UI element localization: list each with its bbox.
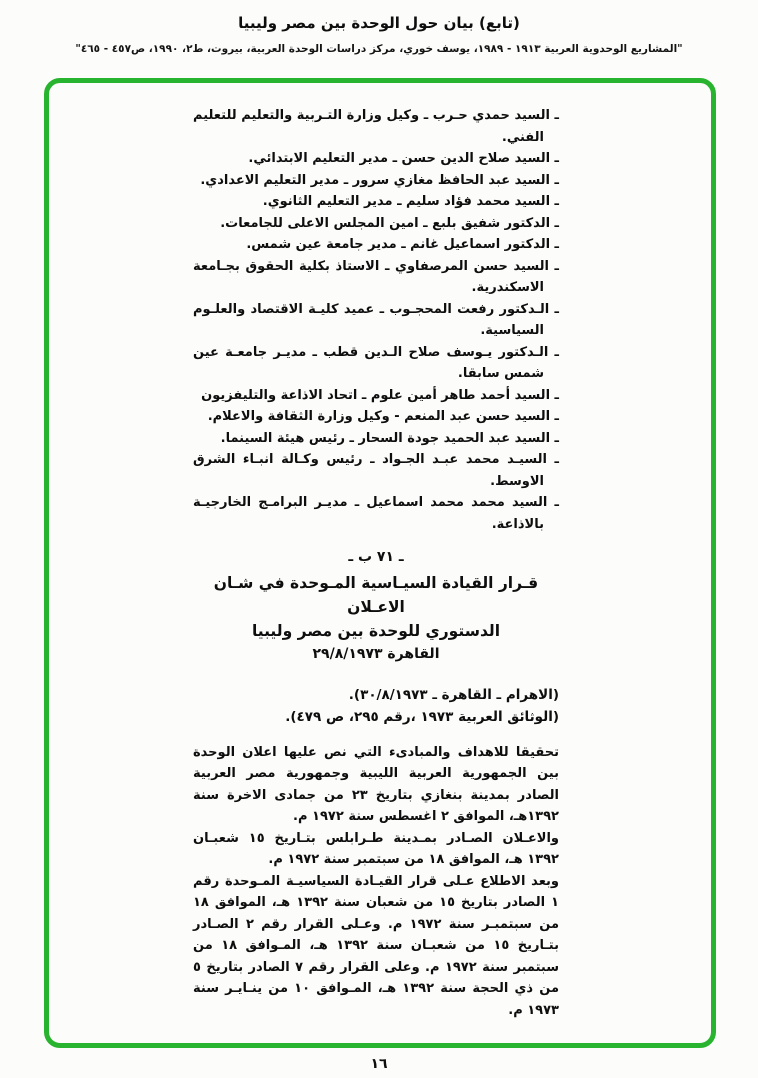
body-paragraphs (193, 742, 559, 1022)
section-title-line1: قـرار القيادة السيـاسية المـوحدة في شـان الاعـلان (213, 573, 539, 616)
paragraph: والاعـلان الصـادر بمـدينة طـرابلس بتـاريخ ١٥ شعبـان ١٣٩٢ هـ، الموافق ١٨ من سبتمبر سنة ١٩٧٢ م. (193, 830, 559, 867)
list-item: ـ السيد حمدي حـرب ـ وكيل وزارة التـربية والتعليم للتعليم الفني. (193, 108, 559, 145)
section-title (193, 571, 559, 643)
list-item: ـ السيد عبد الحافظ مغازي سرور ـ مدير التعليم الاعدادي. (200, 172, 559, 188)
references (193, 684, 559, 728)
section-date: القاهرة ٢٩/٨/١٩٧٣ (312, 645, 440, 662)
list-item: ـ السيد عبد الحميد جودة السحار ـ رئيس هيئة السينما. (220, 430, 559, 446)
reference-line: (الوثائق العربية ١٩٧٣ ،رقم ٢٩٥، ص ٤٧٩). (285, 708, 559, 725)
source-citation: "المشاريع الوحدوية العربية ١٩١٣ - ١٩٨٩، يوسف خوري، مركز دراسات الوحدة العربية، بيروت، ط٢، ١٩٩٠، ص٤٥٧ - ٤٦٥" (75, 43, 683, 55)
document-title: (تابع) بيان حول الوحدة بين مصر وليبيا (238, 14, 520, 32)
list-item: ـ السيد صلاح الدين حسن ـ مدير التعليم الابتدائي. (248, 151, 559, 166)
list-item: ـ السيد حسن عبد المنعم - وكيل وزارة الثقافة والاعلام. (207, 409, 559, 424)
section-number: ـ ٧١ ب ـ (348, 549, 404, 565)
paragraph: وبعد الاطلاع عـلى قرار القيـادة السياسيـة المـوحدة رقم ١ الصادر بتاريخ ١٥ من شعبان سنة ١٣٩٢ هـ، الموافق ١٨ من سبتمبـر سنة ١٩٧٢ م. وعـلى القرار رقم ٢ الصـادر بتـاريخ ١٥ من شعبـان سنة ١٣٩٢ هـ، المـوافق ١٨ من سبتمبر سنة ١٩٧٢ م. وعلى القرار رقم ٧ الصادر بتاريخ ٥ من ذي الحجة سنة ١٣٩٢ هـ، المـوافق ١٠ من ينـايـر سنة ١٩٧٣ م. (193, 873, 559, 1018)
members-list (193, 105, 559, 535)
section-title-line2: الدستوري للوحدة بين مصر وليبيا (251, 621, 501, 640)
content-border-box (44, 78, 716, 1048)
list-item: ـ الـدكتور يـوسف صلاح الـدين قطب ـ مديـر جامعـة عين شمس سابقا. (193, 344, 559, 381)
document-body (193, 105, 559, 1021)
page-number: ١٦ (370, 1056, 388, 1072)
list-item: ـ السيـد محمد عبـد الجـواد ـ رئيس وكـالة انبـاء الشرق الاوسط. (193, 452, 559, 489)
list-item: ـ الدكتور اسماعيل غانم ـ مدير جامعة عين شمس. (246, 237, 559, 252)
page-footer (0, 1056, 758, 1072)
paragraph: تحقيقا للاهداف والمبادىء التي نص عليها اعلان الوحدة بين الجمهورية العربية الليبية وجمهورية مصر العربية الصادر بمدينة بنغازي بتاريخ ٢٣ من جمادى الاخرة سنة ١٣٩٢هـ، الموافق ٢ اغسطس سنة ١٩٧٢ م. (193, 744, 559, 824)
list-item: ـ الدكتور شفيق بلبع ـ امين المجلس الاعلى للجامعات. (220, 215, 559, 231)
list-item: ـ السيد محمد فؤاد سليم ـ مدير التعليم الثانوي. (262, 194, 559, 209)
reference-line: (الاهرام ـ القاهرة ـ ٣٠/٨/١٩٧٣). (348, 686, 559, 703)
list-item: ـ السيد أحمد طاهر أمين علوم ـ اتحاد الاذاعة والتليفزيون (201, 387, 559, 403)
list-item: ـ السيد حسن المرصفاوي ـ الاستاذ بكلية الحقوق بجـامعة الاسكندرية. (193, 258, 559, 295)
list-item: ـ السيد محمد محمد اسماعيل ـ مديـر البرامـج الخارجيـة بالاذاعة. (193, 495, 559, 532)
list-item: ـ الـدكتور رفعت المحجـوب ـ عميد كليـة الاقتصاد والعلـوم السياسية. (193, 301, 559, 338)
page-header (0, 14, 758, 55)
